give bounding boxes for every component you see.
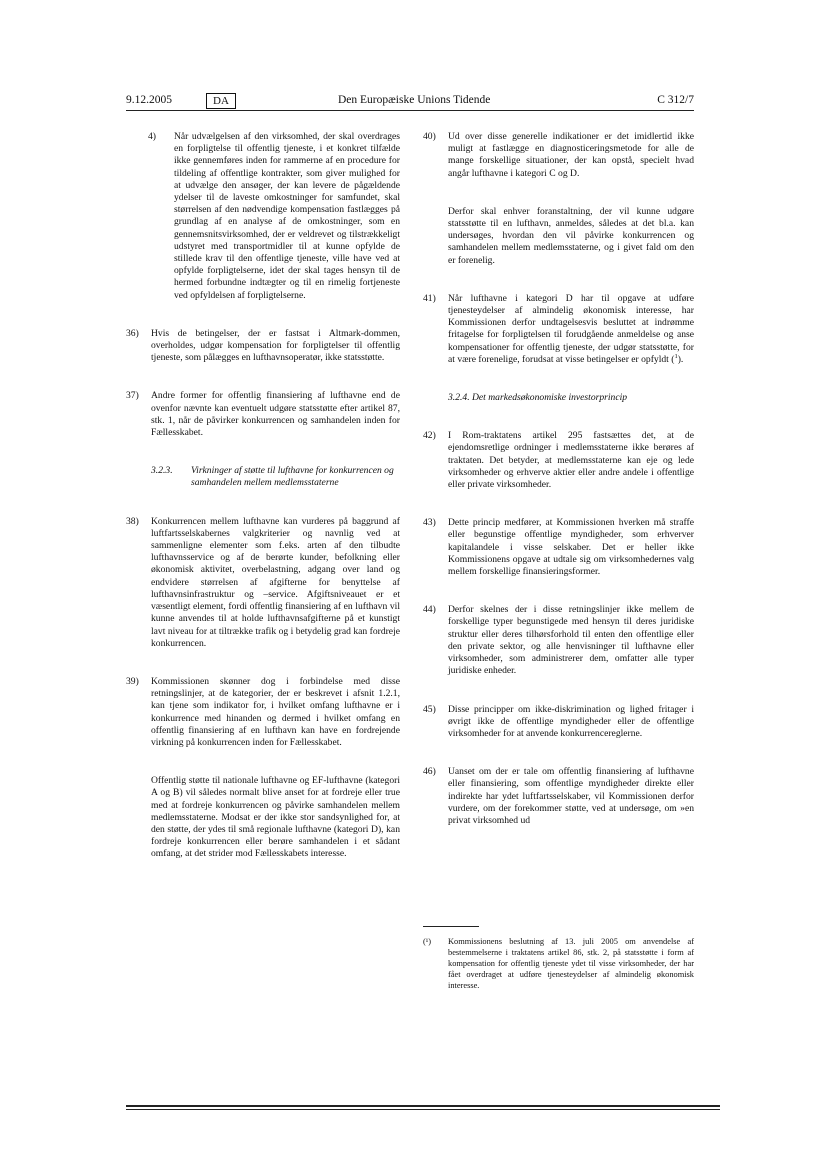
paragraph-42 [423, 430, 694, 491]
language-badge: DA [206, 93, 236, 109]
left-column [126, 131, 400, 887]
paragraph-text: Ud over disse generelle indikationer er det imidlertid ikke muligt at fastlægge en diagnosticeringsmetode for alle de mange forskellige situationer, der kan opstå, specielt hvad angår lufthavne i kategori C og D. [448, 131, 694, 179]
section-title: Det markedsøkonomiske investorprincip [472, 392, 628, 404]
paragraph-text: Kommissionen skønner dog i forbindelse med disse retningslinjer, at de kategorier, der er beskrevet i afsnit 1.2.1, kan tjene som indikator for, i hvilket omfang lufthavne er i konkurrence med hinanden og dermed i hvilket omfang en offentlig finansiering af en lufthavn kan have en fordrejende virkning på konkurrencen inden for Fællesskabet. [151, 675, 400, 748]
paragraph-41 [423, 293, 694, 366]
paragraph-text: Når udvælgelsen af den virksomhed, der skal overdrages en forpligtelse til offentlig tjeneste, i et konkret tilfælde ikke gennemføres inden for rammerne af en procedure for tildeling af offentlige kontrakter, som giver mulighed for at udvælge den ansøger, der kan levere de pågældende ydelser til de laveste omkostninger for samfundet, skal størrelsen af den nødvendige kompensation fastlægges på grundlag af en analyse af de omkostninger, som en gennemsnitsvirksomhed, der er veldrevet og tilstrækkeligt udstyret med transportmidler til at kunne opfylde de stillede krav til den offentlige tjeneste, ville have ved at opfylde forpligtelserne, idet der skal tages hensyn til de hermed forbundne indtægter og til en rimelig fortjeneste ved opfyldelsen af forpligtelserne. [174, 131, 400, 301]
paragraph-number: 45) [423, 703, 436, 715]
section-title: Virkninger af støtte til lufthavne for konkurrencen og samhandelen mellem medlemsstaterne [191, 465, 394, 489]
paragraph-number: 38) [126, 515, 139, 527]
footnote-number: (¹) [423, 937, 432, 946]
footnote [423, 936, 694, 991]
paragraph-4 [126, 131, 400, 302]
paragraph-number: 36) [126, 327, 139, 339]
header-rule [126, 110, 694, 111]
paragraph-number: 44) [423, 604, 436, 616]
footnote-text: Kommissionens beslutning af 13. juli 2005 om anvendelse af bestemmelserne i traktatens artikel 86, stk. 2, på statsstøtte i form af kompensation for offentlig tjeneste ydet til visse virksomheder, der har fået overdraget at udføre tjenesteydelser af almindelig økonomisk interesse. [448, 937, 694, 990]
paragraph-39-continued: Offentlig støtte til nationale lufthavne og EF-lufthavne (kategori A og B) vil således normalt blive anset for at fordreje eller true med at fordreje konkurrencen og påvirke samhandelen mellem medlemsstaterne. Modsat er der ikke stor sandsynlighed for, at den støtte, der ydes til små regionale lufthavne (kategori D), kan fordreje konkurrencen eller berøre samhandelen i et sådant omfang, at det strider mod Fællesskabets interesse. [151, 775, 400, 860]
paragraph-number: 4) [148, 131, 156, 142]
footnote-separator [423, 926, 479, 927]
section-number: 3.2.3. [151, 465, 173, 477]
right-column [423, 131, 694, 853]
paragraph-text: I Rom-traktatens artikel 295 fastsættes det, at de ejendomsretlige ordninger i medlemsstaterne ikke berøres af traktaten. Det betyder, at medlemsstaterne kan eje og lede virksomheder og erhverve aktier eller andre andele i offentlige eller private virksomheder. [448, 430, 694, 491]
paragraph-text: Når lufthavne i kategori D har til opgave at udføre tjenesteydelser af almindelig økonomisk interesse, har Kommissionen derfor undtagelsesvis besluttet at indrømme fritagelse for forpligtelsen til forudgående anmeldelse og anse kompensationer for offentlig tjeneste, der udgør statsstøtte, for at være forenelige, forudsat at visse betingelser er opfyldt ( [448, 292, 694, 365]
paragraph-40-continued: Derfor skal enhver foranstaltning, der vil kunne udgøre statsstøtte til en lufthavn, anmeldes, således at det bl.a. kan undersøges, hvordan den vil påvirke konkurrencen og samhandelen mellem medlemsstaterne, og i givet fald om den er forenelig. [448, 205, 694, 266]
paragraph-number: 43) [423, 517, 436, 529]
bottom-rule [126, 1105, 720, 1107]
paragraph-number: 40) [423, 131, 436, 142]
paragraph-40 [423, 131, 694, 180]
paragraph-43 [423, 517, 694, 578]
footnote-reference[interactable]: 1 [674, 352, 678, 360]
section-number: 3.2.4. [448, 392, 470, 404]
paragraph-39 [126, 676, 400, 749]
paragraph-45 [423, 704, 694, 741]
paragraph-44 [423, 604, 694, 677]
journal-title: Den Europæiske Unions Tidende [338, 94, 491, 106]
paragraph-36 [126, 328, 400, 365]
paragraph-text: Andre former for offentlig finansiering af lufthavne end de ovenfor nævnte kan eventuelt udgøre statsstøtte efter artikel 87, stk. 1, når de påvirker konkurrencen og samhandelen inden for Fællesskabet. [151, 390, 400, 439]
paragraph-number: 37) [126, 390, 139, 402]
paragraph-number: 39) [126, 675, 139, 687]
page-header [126, 94, 694, 110]
paragraph-number: 46) [423, 766, 436, 778]
paragraph-38 [126, 516, 400, 650]
paragraph-text-end: ). [677, 353, 684, 365]
section-heading-3-2-4 [423, 392, 694, 404]
paragraph-text: Konkurrencen mellem lufthavne kan vurderes på baggrund af luftfartsselskabernes valgkriterier og navnlig ved at sammenligne elementer som f.eks. arten af den tilbudte lufthavnsservice og af de berørte kunder, befolkning eller økonomisk aktivitet, overbelastning, adgang over land og endvidere størrelsen af afgifterne for benyttelse af lufthavnsinfrastruktur og –service. Afgiftsniveauet er et væsentligt element, fordi offentlig finansiering af en lufthavn vil kunne anvendes til at holde lufthavnsafgifterne på et kunstigt lavt niveau for at tiltrække trafik og i betydelig grad kan fordreje konkurrencen. [151, 515, 400, 649]
paragraph-number: 41) [423, 292, 436, 304]
paragraph-37 [126, 390, 400, 439]
paragraph-text: Disse principper om ikke-diskrimination og lighed fritager i øvrigt ikke de offentlige myndigheder eller de offentlige virksomheder for at anvende konkurrencereglerne. [448, 703, 694, 739]
paragraph-number: 42) [423, 430, 436, 442]
paragraph-text: Uanset om der er tale om offentlig finansiering af lufthavne eller finansiering, som offentlige myndigheder direkte eller indirekte har ydet luftfartsselskaber, vil Kommissionen derfor vurdere, om der forekommer støtte, ved at undersøge, om »en privat virksomhed ud [448, 766, 694, 826]
header-date: 9.12.2005 [126, 94, 172, 106]
paragraph-46 [423, 766, 694, 827]
bottom-rule-thin [126, 1109, 720, 1110]
page-number: C 312/7 [657, 94, 694, 106]
paragraph-text: Hvis de betingelser, der er fastsat i Altmark-dommen, overholdes, udgør kompensation for forpligtelser til offentlig tjeneste, som pålægges en lufthavnsoperatør, ikke statsstøtte. [151, 327, 400, 364]
paragraph-text: Derfor skelnes der i disse retningslinjer ikke mellem de forskellige typer begunstigede med hensyn til deres juridiske struktur eller deres tilhørsforhold til enten den offentlige eller den private sektor, og alle henvisninger til lufthavne eller virksomheder, som administrerer dem, omfatter alle typer juridiske enheder. [448, 604, 694, 677]
paragraph-text: Dette princip medfører, at Kommissionen hverken må straffe eller begunstige offentlige myndigheder, som erhverver kapitalandele i visse selskaber. Det er heller ikke Kommissionens opgave at udtale sig om virksomhedernes valg mellem forskellige finansieringsformer. [448, 517, 694, 578]
section-heading-3-2-3 [126, 465, 400, 489]
